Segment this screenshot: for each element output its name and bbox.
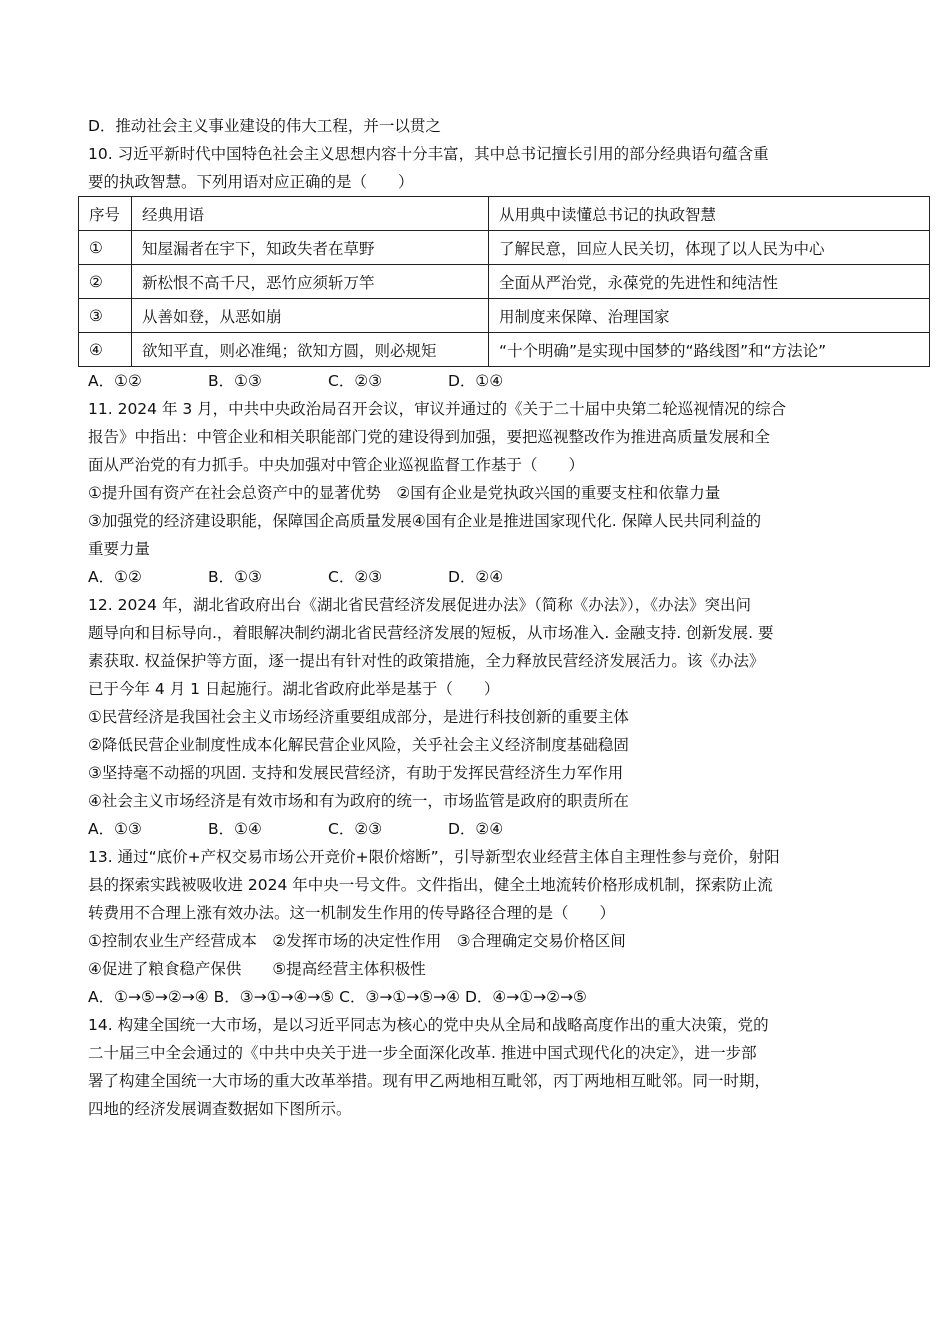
question-11-item: 重要力量 xyxy=(88,540,151,558)
table-cell: 全面从严治党，永葆党的先进性和纯洁性 xyxy=(489,265,930,299)
table-cell: 用制度来保障、治理国家 xyxy=(489,299,930,333)
table-cell: ③ xyxy=(79,299,132,333)
question-12-stem: 素获取. 权益保护等方面，逐一提出有针对性的政策措施，全力释放民营经济发展活力。该《办法》 xyxy=(88,652,765,670)
option-d[interactable]: D．①④ xyxy=(448,372,504,390)
question-14-stem: 14. 构建全国统一大市场，是以习近平同志为核心的党中央从全局和战略高度作出的重大决策，党的 xyxy=(88,1016,769,1034)
table-header: 序号 xyxy=(79,197,132,231)
table-row xyxy=(79,333,930,367)
question-12-item: ②降低民营企业制度性成本化解民营企业风险，关乎社会主义经济制度基础稳固 xyxy=(88,736,629,754)
option-a[interactable]: A．①② xyxy=(88,372,142,390)
option-a[interactable]: A．①③ xyxy=(88,820,142,838)
option-b[interactable]: B．①③ xyxy=(208,372,262,390)
question-11-stem: 面从严治党的有力抓手。中央加强对中管企业巡视监督工作基于（ ） xyxy=(88,456,585,474)
table-cell: ② xyxy=(79,265,132,299)
table-header: 经典用语 xyxy=(132,197,489,231)
question-13-item: ④促进了粮食稳产保供 ⑤提高经营主体积极性 xyxy=(88,960,426,978)
option-c[interactable]: C．②③ xyxy=(328,568,383,586)
option-b[interactable]: B．①④ xyxy=(208,820,262,838)
question-12-options xyxy=(88,815,938,843)
table-cell: 了解民意，回应人民关切，体现了以人民为中心 xyxy=(489,231,930,265)
question-10-stem: 10. 习近平新时代中国特色社会主义思想内容十分丰富，其中总书记擅长引用的部分经典语句蕴含重 xyxy=(88,145,769,163)
question-12-item: ①民营经济是我国社会主义市场经济重要组成部分，是进行科技创新的重要主体 xyxy=(88,708,629,726)
question-10-stem: 要的执政智慧。下列用语对应正确的是（ ） xyxy=(88,173,414,191)
question-10-table xyxy=(78,196,930,367)
option-c[interactable]: C．②③ xyxy=(328,372,383,390)
question-11-stem: 报告》中指出：中管企业和相关职能部门党的建设得到加强，要把巡视整改作为推进高质量发展和全 xyxy=(88,428,771,446)
question-13-options[interactable]: A．①→⑤→②→④ B．③→①→④→⑤ C．③→①→⑤→④ D．④→①→②→⑤ xyxy=(88,988,587,1006)
question-11-options xyxy=(88,563,938,591)
option-b[interactable]: B．①③ xyxy=(208,568,262,586)
question-13-item: ①控制农业生产经营成本 ②发挥市场的决定性作用 ③合理确定交易价格区间 xyxy=(88,932,626,950)
question-12-item: ④社会主义市场经济是有效市场和有为政府的统一，市场监管是政府的职责所在 xyxy=(88,792,629,810)
question-13-stem: 13. 通过“底价+产权交易市场公开竞价+限价熔断”，引导新型农业经营主体自主理性参与竞价，射阳 xyxy=(88,848,780,866)
question-12-stem: 题导向和目标导向.，着眼解决制约湖北省民营经济发展的短板，从市场准入. 金融支持. 创新发展. 要 xyxy=(88,624,774,642)
question-13-stem: 县的探索实践被吸收进 2024 年中央一号文件。文件指出，健全土地流转价格形成机制，探索防止流 xyxy=(88,876,773,894)
question-11-stem: 11. 2024 年 3 月，中共中央政治局召开会议，审议并通过的《关于二十届中央第二轮巡视情况的综合 xyxy=(88,400,787,418)
question-12-item: ③坚持毫不动摇的巩固. 支持和发展民营经济，有助于发挥民营经济生力军作用 xyxy=(88,764,624,782)
table-cell: 新松恨不高千尺，恶竹应须斩万竿 xyxy=(132,265,489,299)
question-13-stem: 转费用不合理上涨有效办法。这一机制发生作用的传导路径合理的是（ ） xyxy=(88,904,616,922)
table-cell: “十个明确”是实现中国梦的“路线图”和“方法论” xyxy=(489,333,930,367)
question-12-stem: 已于今年 4 月 1 日起施行。湖北省政府此举是基于（ ） xyxy=(88,680,500,698)
table-row xyxy=(79,231,930,265)
option-d[interactable]: D．②④ xyxy=(448,820,504,838)
question-14-stem: 四地的经济发展调查数据如下图所示。 xyxy=(88,1100,352,1118)
option-c[interactable]: C．②③ xyxy=(328,820,383,838)
table-header-row xyxy=(79,197,930,231)
table-header: 从用典中读懂总书记的执政智慧 xyxy=(489,197,930,231)
question-14-stem: 二十届三中全会通过的《中共中央关于进一步全面深化改革. 推进中国式现代化的决定》，进一步部 xyxy=(88,1044,757,1062)
question-14-stem: 署了构建全国统一大市场的重大改革举措。现有甲乙两地相互毗邻，丙丁两地相互毗邻。同一时期， xyxy=(88,1072,771,1090)
question-10-options xyxy=(88,367,938,395)
table-cell: ④ xyxy=(79,333,132,367)
table-cell: 从善如登，从恶如崩 xyxy=(132,299,489,333)
text-line: D．推动社会主义事业建设的伟大工程，并一以贯之 xyxy=(88,117,441,135)
table-cell: 欲知平直，则必准绳；欲知方圆，则必规矩 xyxy=(132,333,489,367)
table-cell: 知屋漏者在宇下，知政失者在草野 xyxy=(132,231,489,265)
question-12-stem: 12. 2024 年，湖北省政府出台《湖北省民营经济发展促进办法》（简称《办法》），《办法》突出问 xyxy=(88,596,751,614)
option-d[interactable]: D．②④ xyxy=(448,568,504,586)
exam-page xyxy=(88,112,938,1123)
table-cell: ① xyxy=(79,231,132,265)
question-11-item: ①提升国有资产在社会总资产中的显著优势 ②国有企业是党执政兴国的重要支柱和依靠力量 xyxy=(88,484,721,502)
question-11-item: ③加强党的经济建设职能，保障国企高质量发展④国有企业是推进国家现代化. 保障人民共同利益的 xyxy=(88,512,762,530)
table-row xyxy=(79,299,930,333)
table-row xyxy=(79,265,930,299)
option-a[interactable]: A．①② xyxy=(88,568,142,586)
